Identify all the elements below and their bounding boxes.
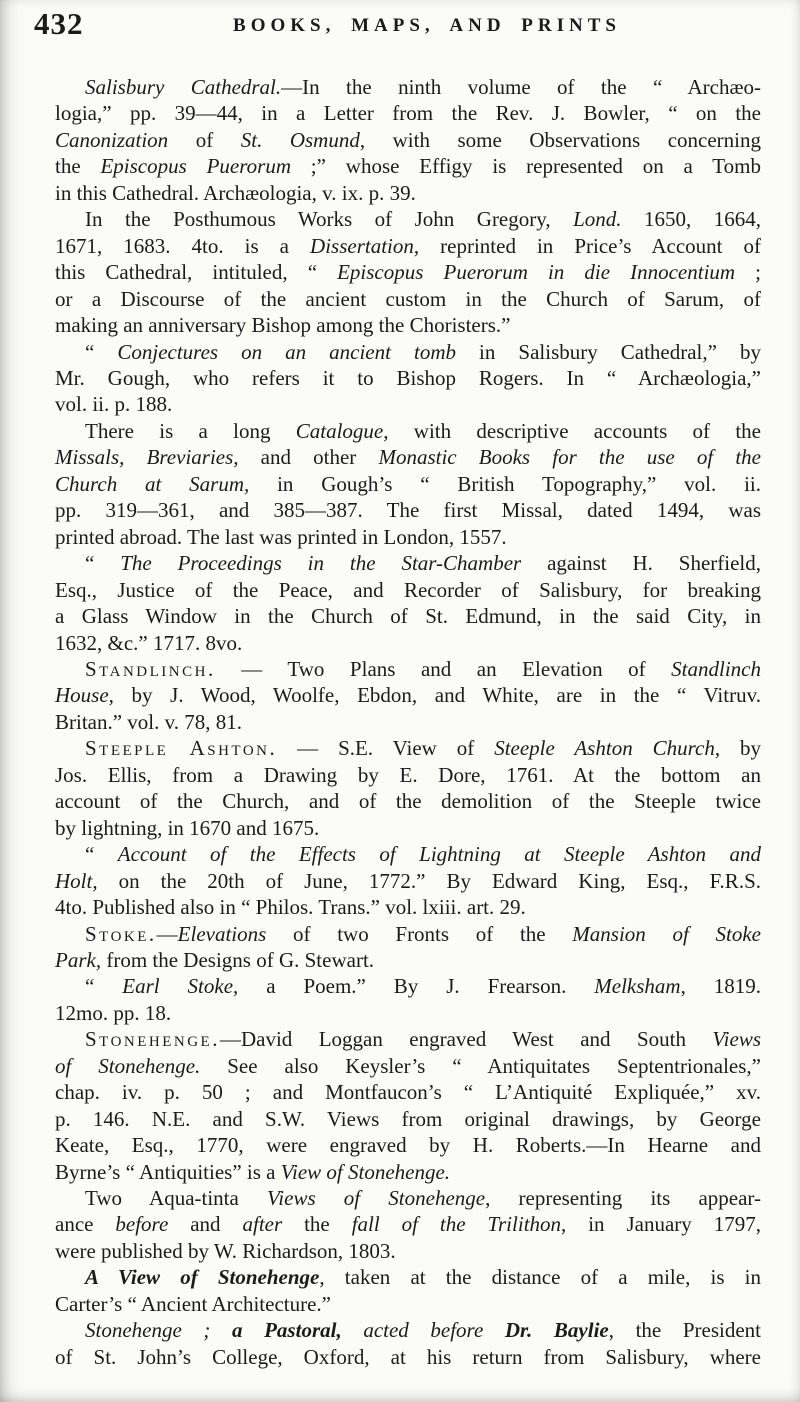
text-segment: logia,” pp. 39—44, in a Letter from the Rev. J. Bowler, “ on the [55,101,761,126]
page-text [55,74,761,1370]
text-line [55,1185,761,1211]
text-segment: —In the ninth volume of the “ Archæo- [281,75,761,99]
text-segment: on the 20th of June, 1772.” By Edward King, Esq., F.R.S. [97,868,761,893]
text-segment: 12mo. pp. 18. [55,1000,172,1025]
text-segment: were published by W. Richardson, 1803. [55,1238,396,1263]
text-segment: The Proceedings in the Star-Chamber [120,551,522,576]
text-segment: from the Designs of G. Stewart. [101,947,375,972]
text-line [55,947,761,973]
text-segment: Dissertation [310,233,414,258]
text-segment: Steeple Ashton Church [494,736,715,761]
text-segment: Holt, [55,868,98,893]
text-segment: Two Aqua-tinta [85,1186,268,1211]
text-segment: Esq., Justice of the Peace, and Recorder of Salisbury, for breaking [55,577,761,602]
text-line [55,630,761,656]
text-segment: , with some Observations concerning [359,127,761,152]
text-segment [342,1318,364,1342]
paragraph [55,1185,761,1264]
text-segment: ; [735,260,761,285]
text-segment: View of Stonehenge. [280,1159,451,1184]
text-line [55,894,761,920]
text-segment: Byrne’s “ Antiquities” is a [55,1159,281,1184]
text-line [55,1159,761,1185]
text-segment: —David Loggan engraved West and South [219,1027,713,1052]
text-line [55,444,761,470]
text-segment: , taken at the distance of a mile, is in [319,1265,761,1290]
text-segment: Mr. Gough, who refers it to Bishop Rogers. In “ Archæologia,” [55,365,761,390]
paragraph [55,1317,761,1370]
text-line [55,735,761,761]
text-segment: of [168,127,241,152]
text-segment: this Cathedral, intituled, “ [55,260,338,285]
paragraph [55,418,761,550]
text-segment: Canonization [55,127,169,152]
text-line [55,1264,761,1290]
text-line [55,471,761,497]
text-segment: Park, [55,947,102,972]
text-segment: A View of Stonehenge [85,1265,320,1290]
text-line [55,259,761,285]
text-segment: , reprinted in Price’s Account of [413,233,761,258]
text-segment: 1632, &c.” 1717. 8vo. [55,630,243,655]
text-line [55,153,761,179]
text-line [55,550,761,576]
paragraph [55,921,761,974]
text-segment: printed abroad. The last was printed in London, 1557. [55,524,507,549]
text-segment: vol. ii. p. 188. [55,392,173,417]
text-segment: account of the Church, and of the demolition of the Steeple twice [55,789,761,814]
text-segment: a Glass Window in the Church of St. Edmund, in the said City, in [55,604,761,629]
text-line [55,1079,761,1105]
text-segment: in Salisbury Cathedral,” by [456,339,761,364]
text-segment: Jos. Ellis, from a Drawing by E. Dore, 1761. At the bottom an [55,762,761,787]
text-line [55,1132,761,1158]
text-segment: the [282,1212,352,1237]
text-line [55,339,761,365]
text-segment: Melksham [594,974,681,999]
text-line [55,868,761,894]
text-line [55,603,761,629]
text-line [55,524,761,550]
text-segment: Steeple Ashton. [85,736,278,761]
text-line [55,74,761,100]
text-segment: 4to. Published also in “ Philos. Trans.” vol. lxiii. art. 29. [55,895,526,920]
text-segment: of St. John’s College, Oxford, at his return from Salisbury, where [55,1344,761,1369]
text-segment: “ [85,842,118,867]
text-line [55,233,761,259]
text-segment: Views [712,1027,761,1052]
text-line [55,1238,761,1264]
text-line [55,286,761,312]
text-segment: — Two Plans and an Elevation of [215,656,672,681]
text-segment: Mansion of Stoke [572,921,761,946]
text-segment: Stonehenge ; [85,1318,232,1343]
text-line [55,973,761,999]
text-segment: after [242,1212,283,1237]
text-segment: Stonehenge. [85,1027,220,1052]
text-segment: House, [55,683,114,708]
text-segment: of Stonehenge. [55,1053,201,1078]
text-line [55,418,761,444]
text-segment: chap. iv. p. 50 ; and Montfaucon’s “ L’Antiquité Expliquée,” xv. [55,1080,761,1105]
text-segment: Episcopus Puerorum [100,154,291,179]
text-segment: 1650, 1664, [621,207,761,232]
text-line [55,762,761,788]
text-line [55,656,761,682]
text-line [55,365,761,391]
text-segment: — S.E. View of [277,736,495,761]
text-segment: or a Discourse of the ancient custom in the Church of Sarum, of [55,286,761,311]
text-segment: Church at Sarum, [55,471,250,496]
paragraph [55,1026,761,1185]
text-segment: pp. 319—361, and 385—387. The first Missal, dated 1494, was [55,498,761,523]
text-line [55,709,761,735]
text-segment: Episcopus Puerorum in die Innocentium [337,260,736,285]
text-segment: by lightning, in 1670 and 1675. [55,815,320,840]
text-segment: Standlinch. [85,656,216,681]
paragraph [55,841,761,920]
text-segment: Keate, Esq., 1770, were engraved by H. Roberts.—In Hearne and [55,1133,761,1158]
text-segment: , the President [608,1318,762,1343]
text-line [55,391,761,417]
text-segment: Dr. Baylie [504,1318,609,1343]
paragraph [55,973,761,1026]
text-segment: in Gough’s “ British Topography,” vol. ii. [249,471,761,496]
paragraph [55,339,761,418]
text-segment: p. 146. N.E. and S.W. Views from original drawings, by George [55,1106,761,1131]
text-segment: There is a long [85,418,296,443]
text-segment: of two Fronts of the [266,921,573,946]
text-segment: — [156,921,178,946]
text-line [55,841,761,867]
text-segment: against H. Sherfield, [521,551,761,576]
text-line [55,921,761,947]
text-segment: “ [85,339,118,364]
text-segment: , a Poem.” By J. Frearson. [233,974,595,999]
text-segment: the [55,154,101,179]
text-line [55,682,761,708]
text-segment: 1671, 1683. 4to. is a [55,233,311,258]
text-line [55,577,761,603]
text-segment: Carter’s “ Ancient Architecture.” [55,1291,331,1316]
paragraph [55,550,761,656]
text-segment: St. Osmund [240,127,360,152]
text-line [55,180,761,206]
text-segment: a Pastoral, [232,1318,342,1343]
text-line [55,1106,761,1132]
text-segment: in this Cathedral. Archæologia, v. ix. p. 39. [55,180,416,205]
text-line [55,497,761,523]
text-segment: fall of the Trilithon [351,1212,562,1237]
text-segment: See also Keysler’s “ Antiquitates Septentrionales,” [200,1053,761,1078]
text-line [55,127,761,153]
text-segment: Views of Stonehenge [267,1186,486,1211]
text-segment: “ [85,974,123,999]
text-line [55,100,761,126]
text-line [55,1317,761,1343]
text-line [55,1026,761,1052]
text-segment: and other [238,445,379,470]
text-line [55,1053,761,1079]
paragraph [55,1264,761,1317]
page-number: 432 [34,6,84,41]
text-segment: by J. Wood, Woolfe, Ebdon, and White, are in the “ Vitruv. [113,683,761,708]
paragraph [55,656,761,735]
text-segment: Salisbury Cathedral. [85,75,282,99]
page-header [34,6,760,54]
text-segment: Stoke. [85,921,157,946]
text-line [55,1000,761,1026]
text-segment: , in January 1797, [561,1212,761,1237]
text-line [55,206,761,232]
text-segment: In the Posthumous Works of John Gregory, [85,207,574,232]
text-segment: ance [55,1212,116,1237]
text-segment: Earl Stoke [122,974,234,999]
text-segment: Missals, Breviaries, [55,445,239,470]
text-segment: Britan.” vol. v. 78, 81. [55,709,243,734]
text-segment: making an anniversary Bishop among the Choristers.” [55,313,511,338]
text-segment: , by [714,736,761,761]
text-line [55,312,761,338]
paragraph [55,74,761,206]
text-segment: Monastic Books for the use of the [378,445,761,470]
text-segment: , representing its appear- [485,1186,761,1211]
text-segment: Elevations [177,921,267,946]
text-segment: , with descriptive accounts of the [383,418,761,443]
text-segment: ;” whose Effigy is represented on a Tomb [291,154,761,179]
text-line [55,1291,761,1317]
paragraph [55,206,761,338]
text-segment: , 1819. [680,974,762,999]
text-line [55,1211,761,1237]
text-segment: Account of the Effects of Lightning at Steeple Ashton and [117,842,761,867]
text-line [55,815,761,841]
text-segment: Conjectures on an ancient tomb [117,339,456,364]
running-header: BOOKS, MAPS, AND PRINTS [233,15,621,36]
text-segment: and [168,1212,243,1237]
text-segment [483,1318,505,1342]
text-segment: “ [85,551,121,576]
text-line [55,1344,761,1370]
text-segment: Standlinch [671,656,761,681]
text-line [55,788,761,814]
text-segment: Catalogue [295,418,384,443]
text-segment: before [115,1212,169,1237]
text-segment: acted before [363,1318,484,1343]
text-segment: Lond. [573,207,622,232]
paragraph [55,735,761,841]
